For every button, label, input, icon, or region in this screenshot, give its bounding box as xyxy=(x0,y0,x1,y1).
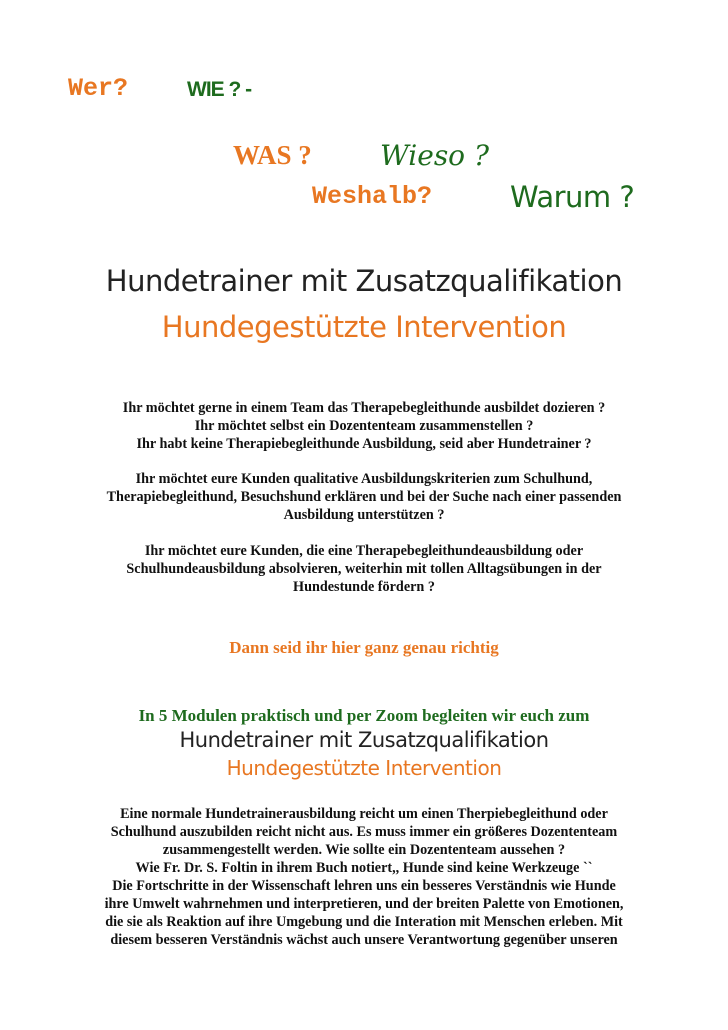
text-line: Eine normale Hundetrainerausbildung reicht um einen Therpiebegleithund oder xyxy=(120,806,608,822)
question-wer: Wer? xyxy=(68,74,129,103)
question-weshalb: Weshalb? xyxy=(312,182,433,211)
text-line: Schulhundeausbildung absolvieren, weiterhin mit tollen Alltagsübungen in der xyxy=(126,561,602,577)
callout-text: Dann seid ihr hier ganz genau richtig xyxy=(229,638,499,657)
text-line: Ausbildung unterstützen ? xyxy=(283,507,445,523)
text-line: Ihr möchtet eure Kunden, die eine Therapebegleithundeausbildung oder xyxy=(144,543,584,559)
text-line: Wie Fr. Dr. S. Foltin in ihrem Buch notiert,, Hunde sind keine Werkzeuge `` xyxy=(135,860,593,876)
text-line: Ihr habt keine Therapiebegleithunde Ausbildung, seid aber Hundetrainer ? xyxy=(136,436,592,452)
page-subtitle: Hundegestützte Intervention xyxy=(161,310,567,344)
modules-line: In 5 Modulen praktisch und per Zoom begleiten wir euch zum xyxy=(138,706,590,725)
question-was: WAS ? xyxy=(233,140,312,170)
text-line: Ihr möchtet gerne in einem Team das Therapebegleithunde ausbildet dozieren ? xyxy=(122,400,606,416)
text-line: die sie als Reaktion auf ihre Umgebung und die Interation mit Menschen erleben. Mit xyxy=(105,914,623,930)
body-text xyxy=(0,805,728,949)
text-line: Ihr möchtet selbst ein Dozententeam zusammenstellen ? xyxy=(194,418,534,434)
text-line: Schulhund auszubilden reicht nicht aus. Es muss immer ein größeres Dozententeam xyxy=(110,824,618,840)
intro-block-2 xyxy=(0,470,728,524)
modules-title: Hundetrainer mit Zusatzqualifikation xyxy=(179,728,549,752)
text-line: Ihr möchtet eure Kunden qualitative Ausbildungskriterien zum Schulhund, xyxy=(135,471,593,487)
question-warum: Warum ? xyxy=(510,180,635,214)
page-title: Hundetrainer mit Zusatzqualifikation xyxy=(105,264,623,298)
text-line: Die Fortschritte in der Wissenschaft lehren uns ein besseres Verständnis wie Hunde xyxy=(112,878,616,894)
text-line: ihre Umwelt wahrnehmen und interpretieren, und der breiten Palette von Emotionen, xyxy=(104,896,624,912)
intro-block-3 xyxy=(0,542,728,596)
intro-block-1 xyxy=(0,399,728,453)
question-wie: WIE ? - xyxy=(187,78,252,101)
text-line: Therapiebegleithund, Besuchshund erklären und bei der Suche nach einer passenden xyxy=(106,489,622,505)
text-line: zusammengestellt werden. Wie sollte ein Dozententeam aussehen ? xyxy=(162,842,566,858)
text-line: Hundestunde fördern ? xyxy=(293,579,435,595)
question-wieso: Wieso ? xyxy=(380,139,489,172)
modules-subtitle: Hundegestützte Intervention xyxy=(226,756,502,780)
text-line: diesem besseren Verständnis wächst auch unsere Verantwortung gegenüber unseren xyxy=(110,932,618,948)
